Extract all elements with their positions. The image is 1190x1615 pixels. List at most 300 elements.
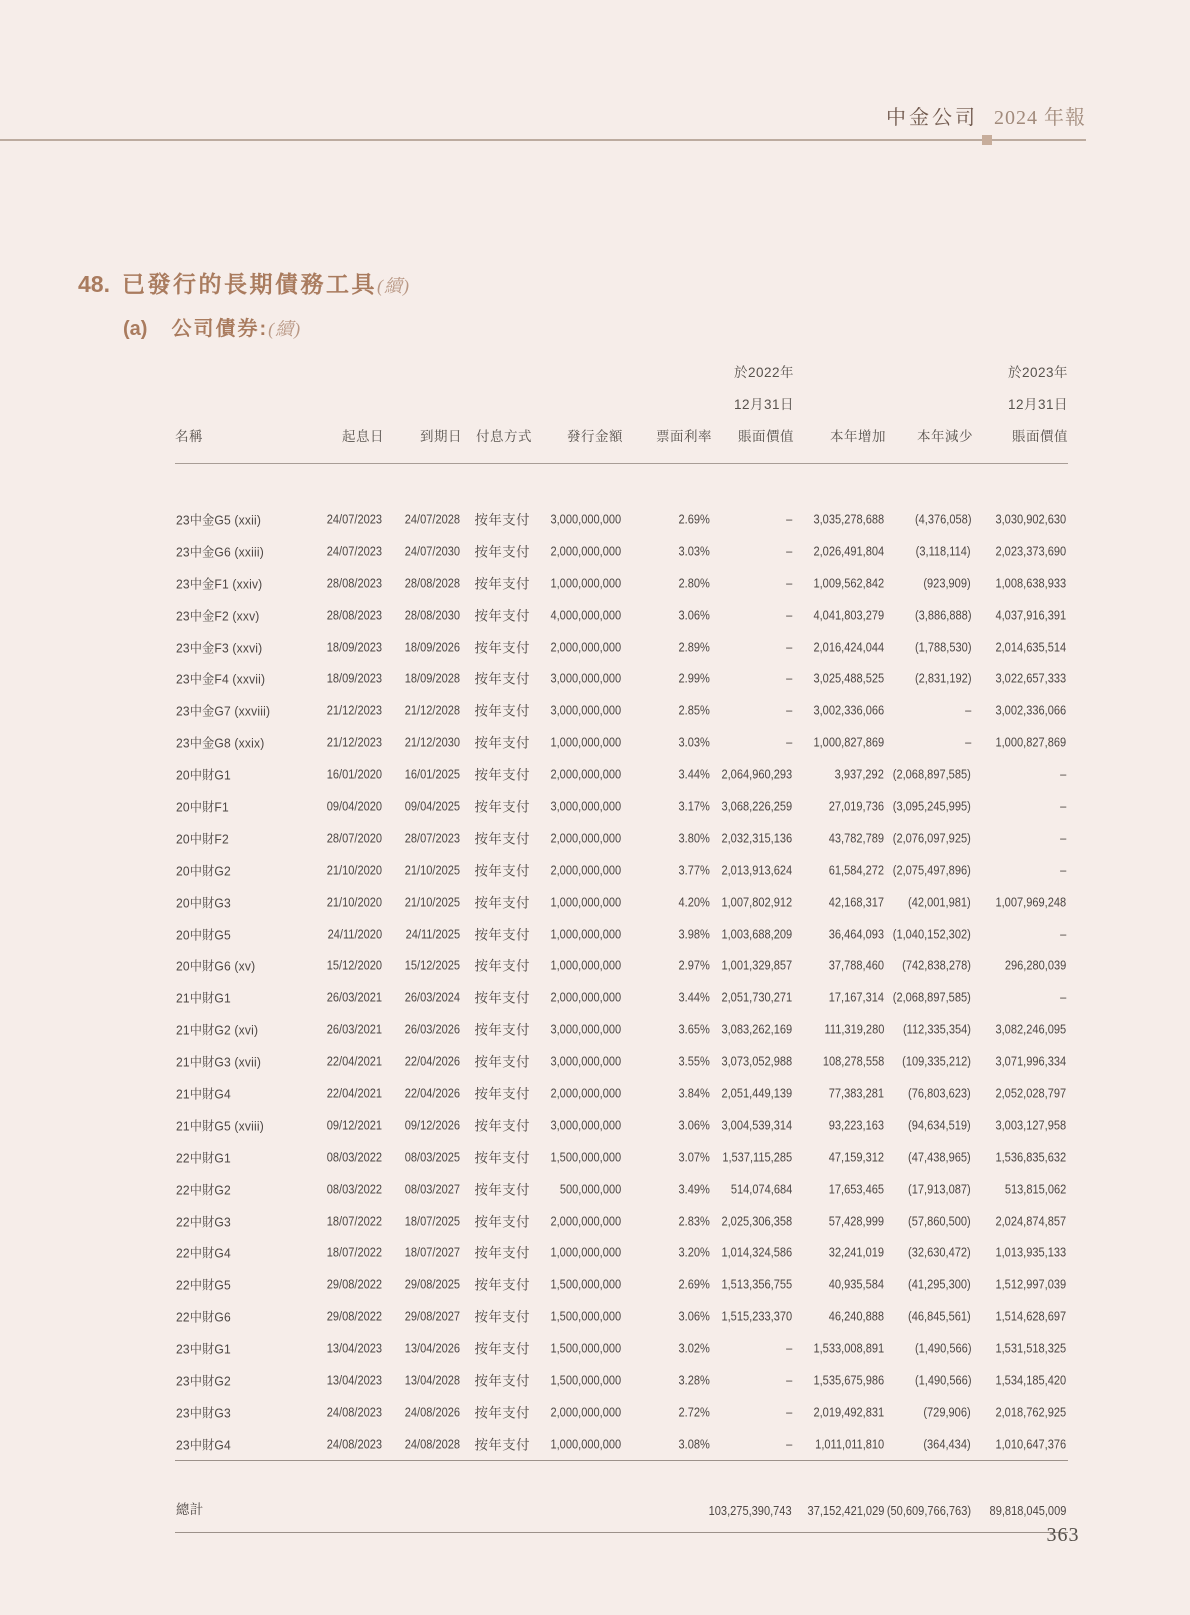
table-cell [532,1173,623,1205]
table-cell [175,662,300,694]
table-cell [384,599,462,631]
table-cell [623,1013,712,1045]
cell-value: 22中財G1 [176,1150,231,1166]
cell-value: (1,040,152,302) [892,926,971,942]
col-header-label: 賬面價值 [738,429,794,444]
cell-value: 1,512,997,039 [995,1276,1066,1292]
table-cell [532,631,623,663]
cell-value: 27,019,736 [828,798,884,814]
table-cell [794,886,886,918]
table-cell [175,1173,300,1205]
table-cell [886,949,973,981]
cell-value: (32,630,472) [908,1244,971,1260]
subsection-continued: (續) [268,319,302,339]
table-cell [384,694,462,726]
cell-value: 24/08/2028 [404,1436,460,1452]
bond-row [175,599,1068,631]
table-cell [623,662,712,694]
table-cell [532,886,623,918]
table-cell [300,1300,384,1332]
col-header-label: 本年增加 [830,429,886,444]
table-cell [794,1141,886,1173]
section-continued: (續) [376,276,410,296]
table-cell [532,1013,623,1045]
table-cell [623,1268,712,1300]
table-cell [300,918,384,950]
cell-value: 21中財G3 (xvii) [176,1054,262,1070]
cell-value: 1,009,562,842 [813,575,884,591]
cell-value: 按年支付 [474,1182,530,1198]
cell-value: 3.02% [678,1340,710,1356]
cell-value: 2,000,000,000 [550,1404,621,1420]
cell-value: 2,000,000,000 [550,830,621,846]
table-cell [623,854,712,886]
cell-value: 28/07/2020 [326,830,382,846]
cell-value: 09/12/2026 [404,1117,460,1133]
table-cell [384,854,462,886]
table-cell [462,1045,532,1077]
cell-value: 21/10/2025 [404,862,460,878]
cell-value: – [785,639,792,654]
table-cell [886,822,973,854]
table-cell [886,1332,973,1364]
table-cell [384,1173,462,1205]
table-cell [300,1173,384,1205]
col-header-name [175,357,300,464]
cell-value: 2,000,000,000 [550,766,621,782]
cell-value: 16/01/2025 [404,766,460,782]
table-cell [462,503,532,535]
table-cell [794,918,886,950]
table-cell [973,1268,1068,1300]
cell-value: – [785,543,792,559]
cell-value: 1,001,329,857 [721,957,792,973]
cell-value: 21中財G1 [176,990,231,1006]
cell-value: (2,831,192) [914,670,971,686]
cell-value: 3,082,246,095 [995,1021,1066,1037]
table-cell [794,981,886,1013]
table-cell [532,503,623,535]
cell-value: 2,026,491,804 [813,543,884,559]
bond-row [175,1205,1068,1237]
table-cell [886,1109,973,1141]
table-cell [886,1236,973,1268]
table-cell [712,1364,794,1396]
cell-value: 21/10/2025 [404,894,460,910]
page-header [0,101,1086,130]
table-cell [973,535,1068,567]
cell-value: 24/11/2020 [327,926,382,942]
table-cell [384,1428,462,1460]
subsection-title: 公司債券: [171,318,269,340]
cell-value: 13/04/2023 [326,1340,382,1356]
bond-table [175,357,1068,1533]
cell-value: 23中金G8 (xxix) [176,735,265,751]
cell-value: 按年支付 [474,1437,530,1453]
table-cell [384,918,462,950]
table-cell [794,694,886,726]
cell-value: 20中財G3 [176,895,231,911]
cell-value: 1,007,969,248 [995,894,1066,910]
table-cell [384,949,462,981]
table-cell [712,949,794,981]
table-cell [532,726,623,758]
table-cell [623,981,712,1013]
cell-value: 13/04/2026 [404,1340,460,1356]
cell-value: 93,223,163 [828,1117,884,1133]
cell-value: – [785,1404,792,1420]
table-cell [886,1205,973,1237]
col-header-coupon-rate [623,357,712,464]
cell-value: 09/12/2021 [326,1117,382,1133]
cell-value: 3.06% [678,607,710,623]
header-rule [0,139,1086,141]
table-cell [462,1268,532,1300]
table-cell [300,535,384,567]
table-cell [384,1013,462,1045]
cell-value: – [785,702,792,718]
cell-value: 3.06% [678,1117,710,1133]
cell-value: 29/08/2022 [326,1276,382,1292]
table-cell [384,1141,462,1173]
cell-value: 1,531,518,325 [995,1340,1066,1356]
table-cell [623,1332,712,1364]
page-number: 363 [1046,1524,1080,1546]
table-cell [712,631,794,663]
cell-value: 24/07/2023 [326,511,382,527]
cell-value: 2.83% [678,1213,710,1229]
cell-value: 2,019,492,831 [813,1404,884,1420]
table-cell [712,503,794,535]
table-cell [712,854,794,886]
table-cell [886,726,973,758]
cell-value: 22/04/2026 [404,1053,460,1069]
cell-value: 1,500,000,000 [550,1340,621,1356]
cell-value: 1,003,688,209 [721,926,792,942]
col-header-label: 起息日 [342,429,384,444]
table-cell [973,1364,1068,1396]
cell-value: (729,906) [923,1404,971,1420]
cell-value: 23中金G7 (xxviii) [176,703,271,719]
col-header-carrying-2023 [973,357,1068,464]
section-title: 已發行的長期債務工具 [121,271,377,297]
bond-row [175,1268,1068,1300]
cell-value: 4,000,000,000 [550,607,621,623]
period-2022-line1: 於2022年 [733,365,794,380]
cell-value: 21中財G5 (xviii) [176,1118,264,1134]
bond-row [175,631,1068,663]
table-cell [384,662,462,694]
bond-row [175,726,1068,758]
col-header-label: 發行金額 [567,429,623,444]
table-cell [886,535,973,567]
table-cell [175,1300,300,1332]
cell-value: 108,278,558 [822,1053,884,1069]
table-cell [300,662,384,694]
cell-value: 77,383,281 [828,1085,884,1101]
table-cell [175,599,300,631]
cell-value: 3.44% [678,989,710,1005]
cell-value: (364,434) [923,1436,971,1452]
cell-value: – [785,1340,792,1356]
cell-value: 28/08/2023 [326,607,382,623]
cell-value: 2.89% [678,639,710,654]
table-cell [462,631,532,663]
table-cell [300,503,384,535]
cell-value: – [1059,766,1066,782]
cell-value: 1,000,000,000 [550,1244,621,1260]
cell-value: 按年支付 [474,1277,530,1293]
table-cell [300,631,384,663]
cell-value: 22/04/2021 [326,1085,382,1101]
total-value: (50,609,766,763) [886,1502,971,1518]
cell-value: 18/07/2022 [326,1244,382,1260]
bond-table-wrap [175,357,1068,1533]
table-top-spacer [175,464,1068,504]
table-cell [462,822,532,854]
cell-value: 3,071,996,334 [995,1053,1066,1069]
cell-value: 21中財G2 (xvi) [176,1022,259,1038]
cell-value: 4.20% [678,894,710,910]
table-cell [384,1077,462,1109]
cell-value: – [1059,830,1066,846]
cell-value: 2,023,373,690 [995,543,1066,559]
cell-value: 2.80% [678,575,710,591]
table-cell [794,1045,886,1077]
cell-value: 2,016,424,044 [813,639,884,654]
cell-value: 16/01/2020 [326,766,382,782]
table-cell [175,1396,300,1428]
cell-value: (17,913,087) [908,1181,971,1197]
table-cell [623,758,712,790]
table-cell [300,1109,384,1141]
cell-value: 23中財G2 [176,1373,231,1389]
edition-label: 2024 年報 [994,107,1086,129]
cell-value: 29/08/2027 [404,1308,460,1324]
bond-row [175,1332,1068,1364]
cell-value: 3,000,000,000 [550,1021,621,1037]
table-cell [886,1077,973,1109]
table-cell [532,1428,623,1460]
cell-value: 1,000,000,000 [550,1436,621,1452]
table-cell [794,822,886,854]
cell-value: 按年支付 [474,831,530,847]
table-cell [794,1332,886,1364]
cell-value: 2,018,762,925 [995,1404,1066,1420]
cell-value: 3,030,902,630 [995,511,1066,527]
table-cell [300,1236,384,1268]
table-cell [712,886,794,918]
cell-value: 3.28% [678,1372,710,1388]
cell-value: 2,032,315,136 [721,830,792,846]
table-cell [886,854,973,886]
section-number: 48. [78,271,110,297]
cell-value: 36,464,093 [828,926,884,942]
cell-value: 1,534,185,420 [995,1372,1066,1388]
table-cell [300,1205,384,1237]
table-cell [794,567,886,599]
bond-row [175,662,1068,694]
cell-value: 13/04/2028 [404,1372,460,1388]
bond-row [175,822,1068,854]
col-header-label: 本年減少 [917,429,973,444]
table-cell [462,535,532,567]
table-cell [794,1268,886,1300]
bond-row [175,1396,1068,1428]
table-cell [462,949,532,981]
table-cell [973,1428,1068,1460]
table-cell [794,1396,886,1428]
table-cell [712,981,794,1013]
table-cell [462,599,532,631]
table-cell [175,981,300,1013]
cell-value: 1,000,000,000 [550,957,621,973]
total-value: 89,818,045,009 [989,1502,1066,1518]
cell-value: 按年支付 [474,1022,530,1038]
bond-row [175,758,1068,790]
cell-value: 3,004,539,314 [721,1117,792,1133]
cell-value: – [1059,862,1066,878]
cell-value: 26/03/2026 [404,1021,460,1037]
bond-row [175,1428,1068,1460]
cell-value: (3,886,888) [914,607,971,623]
cell-value: 32,241,019 [828,1244,884,1260]
cell-value: 24/07/2028 [404,511,460,527]
cell-value: 3,025,488,525 [813,670,884,686]
table-cell [794,1300,886,1332]
cell-value: 26/03/2021 [326,989,382,1005]
cell-value: 3,000,000,000 [550,1053,621,1069]
cell-value: 按年支付 [474,544,530,560]
cell-value: 3,035,278,688 [813,511,884,527]
table-cell [532,535,623,567]
table-cell [886,1396,973,1428]
col-header-label: 票面利率 [656,429,712,444]
bond-row [175,567,1068,599]
total-value: 37,152,421,029 [807,1502,884,1518]
cell-value: 1,533,008,891 [813,1340,884,1356]
cell-value: 3.03% [678,543,710,559]
cell-value: 按年支付 [474,1245,530,1261]
table-cell [794,949,886,981]
table-cell [886,1141,973,1173]
cell-value: (4,376,058) [914,511,971,527]
table-cell [623,1045,712,1077]
table-cell [300,981,384,1013]
table-cell [973,599,1068,631]
cell-value: 24/07/2030 [404,543,460,559]
table-cell [384,1300,462,1332]
table-cell [712,599,794,631]
cell-value: 21/12/2023 [326,702,382,718]
cell-value: 1,008,638,933 [995,575,1066,591]
cell-value: 24/08/2023 [326,1436,382,1452]
table-cell [532,918,623,950]
table-cell [462,1300,532,1332]
total-row [175,1460,1068,1532]
table-cell [623,1364,712,1396]
cell-value: 1,000,000,000 [550,575,621,591]
table-cell [300,1141,384,1173]
table-cell [886,918,973,950]
table-cell [462,1236,532,1268]
cell-value: 18/07/2025 [404,1213,460,1229]
header-rule-square [982,135,992,145]
table-cell [623,503,712,535]
table-cell [300,822,384,854]
cell-value: 按年支付 [474,1086,530,1102]
cell-value: 2,000,000,000 [550,639,621,654]
bond-row [175,1013,1068,1045]
cell-value: 2,024,874,857 [995,1213,1066,1229]
col-header-additions [794,357,886,464]
cell-value: – [964,702,971,718]
brand-name: 中金公司 [886,107,978,129]
cell-value: 43,782,789 [828,830,884,846]
table-cell [623,790,712,822]
cell-value: – [1059,989,1066,1005]
table-cell [300,726,384,758]
table-cell [175,822,300,854]
table-cell [532,694,623,726]
table-cell [175,503,300,535]
table-cell [623,1428,712,1460]
table-cell [794,1236,886,1268]
col-header-label: 名稱 [175,429,203,444]
table-cell [462,1205,532,1237]
col-header-label: 付息方式 [476,429,532,444]
cell-value: 1,500,000,000 [550,1149,621,1165]
table-cell [175,1364,300,1396]
cell-value: 按年支付 [474,1150,530,1166]
cell-value: – [964,734,971,750]
table-cell [973,1141,1068,1173]
table-cell [300,758,384,790]
table-cell [794,535,886,567]
cell-value: 24/08/2023 [326,1404,382,1420]
table-cell [384,1045,462,1077]
cell-value: – [785,670,792,686]
table-cell [973,1045,1068,1077]
table-cell [384,1364,462,1396]
cell-value: 18/09/2023 [326,639,382,654]
cell-value: 3.44% [678,766,710,782]
table-cell [462,1013,532,1045]
table-cell [623,694,712,726]
table-cell [712,1205,794,1237]
table-cell [886,886,973,918]
bond-row [175,918,1068,950]
cell-value: 按年支付 [474,703,530,719]
cell-value: 按年支付 [474,1309,530,1325]
table-cell [462,1141,532,1173]
cell-value: 3.08% [678,1436,710,1452]
table-cell [532,1364,623,1396]
table-cell [886,567,973,599]
table-cell [794,854,886,886]
table-cell [794,1205,886,1237]
bond-row [175,949,1068,981]
table-cell [300,1045,384,1077]
cell-value: 4,037,916,391 [995,607,1066,623]
cell-value: 按年支付 [474,1214,530,1230]
cell-value: 4,041,803,279 [813,607,884,623]
cell-value: (41,295,300) [908,1276,971,1292]
table-cell [623,1396,712,1428]
cell-value: – [785,607,792,623]
col-header-carrying-2022 [712,357,794,464]
table-cell [300,599,384,631]
